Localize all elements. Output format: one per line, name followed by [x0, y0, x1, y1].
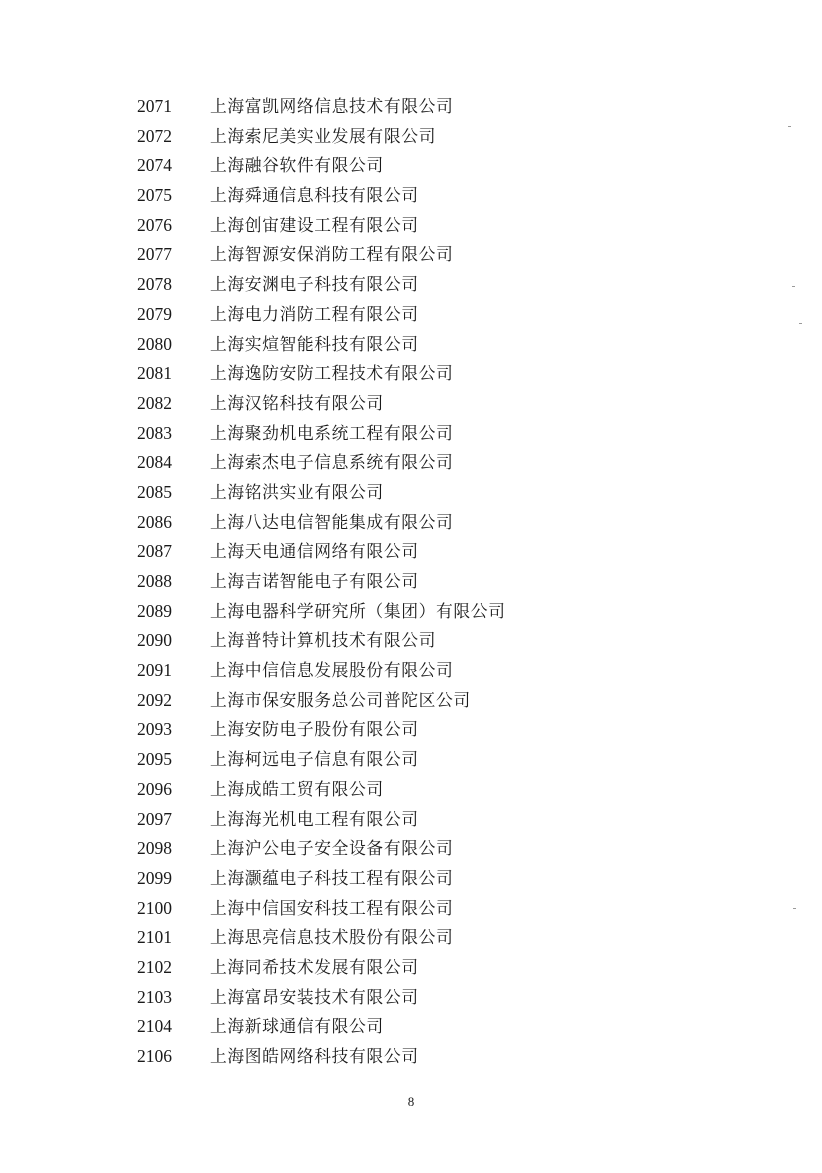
entry-number: 2078	[137, 274, 172, 295]
company-name: 上海铭洪实业有限公司	[210, 481, 384, 502]
list-item	[0, 330, 822, 360]
company-name: 上海市保安服务总公司普陀区公司	[210, 689, 471, 710]
entry-number: 2097	[137, 808, 172, 829]
list-item	[0, 834, 822, 864]
entry-number: 2082	[137, 392, 172, 413]
list-item	[0, 448, 822, 478]
list-item	[0, 923, 822, 953]
entry-number: 2100	[137, 897, 172, 918]
company-list	[0, 92, 822, 1072]
company-name: 上海富凯网络信息技术有限公司	[210, 96, 454, 116]
list-item	[0, 775, 822, 805]
list-item	[0, 597, 822, 627]
company-name: 上海逸防安防工程技术有限公司	[210, 363, 454, 384]
list-item	[0, 686, 822, 716]
company-name: 上海索杰电子信息系统有限公司	[210, 452, 454, 473]
list-item	[0, 864, 822, 894]
list-item	[0, 805, 822, 835]
company-name: 上海普特计算机技术有限公司	[210, 630, 436, 651]
entry-number: 2076	[137, 214, 172, 235]
list-item	[0, 151, 822, 181]
list-item	[0, 894, 822, 924]
company-name: 上海同希技术发展有限公司	[210, 956, 419, 977]
list-item	[0, 1042, 822, 1072]
company-name: 上海索尼美实业发展有限公司	[210, 125, 436, 146]
company-name: 上海舜通信息科技有限公司	[210, 185, 419, 206]
list-item	[0, 92, 822, 122]
company-name: 上海天电通信网络有限公司	[210, 541, 419, 562]
company-name: 上海中信信息发展股份有限公司	[210, 660, 454, 681]
list-item	[0, 240, 822, 270]
company-name: 上海灏蕴电子科技工程有限公司	[210, 867, 454, 888]
scan-speck	[792, 286, 795, 287]
company-name: 上海成皓工贸有限公司	[210, 778, 384, 799]
entry-number: 2099	[137, 867, 172, 888]
list-item	[0, 419, 822, 449]
list-item	[0, 626, 822, 656]
entry-number: 2074	[137, 155, 172, 176]
entry-number: 2101	[137, 927, 172, 948]
company-name: 上海图皓网络科技有限公司	[210, 1046, 419, 1066]
list-item	[0, 537, 822, 567]
entry-number: 2072	[137, 125, 172, 146]
company-name: 上海新球通信有限公司	[210, 1016, 384, 1037]
company-name: 上海创宙建设工程有限公司	[210, 214, 419, 235]
company-name: 上海电力消防工程有限公司	[210, 303, 419, 324]
company-name: 上海电器科学研究所（集团）有限公司	[210, 600, 506, 621]
entry-number: 2103	[137, 986, 172, 1007]
entry-number: 2071	[137, 96, 172, 116]
entry-number: 2102	[137, 956, 172, 977]
list-item	[0, 211, 822, 241]
company-name: 上海实煊智能科技有限公司	[210, 333, 419, 354]
entry-number: 2081	[137, 363, 172, 384]
list-item	[0, 983, 822, 1013]
company-name: 上海海光机电工程有限公司	[210, 808, 419, 829]
company-name: 上海柯远电子信息有限公司	[210, 749, 419, 770]
entry-number: 2091	[137, 660, 172, 681]
list-item	[0, 508, 822, 538]
list-item	[0, 1012, 822, 1042]
list-item	[0, 745, 822, 775]
scan-speck	[799, 323, 802, 324]
entry-number: 2090	[137, 630, 172, 651]
scan-speck	[793, 908, 796, 909]
list-item	[0, 953, 822, 983]
list-item	[0, 270, 822, 300]
company-name: 上海智源安保消防工程有限公司	[210, 244, 454, 265]
entry-number: 2075	[137, 185, 172, 206]
company-name: 上海沪公电子安全设备有限公司	[210, 838, 454, 859]
entry-number: 2077	[137, 244, 172, 265]
company-name: 上海安渊电子科技有限公司	[210, 274, 419, 295]
company-name: 上海中信国安科技工程有限公司	[210, 897, 454, 918]
entry-number: 2083	[137, 422, 172, 443]
entry-number: 2098	[137, 838, 172, 859]
company-name: 上海安防电子股份有限公司	[210, 719, 419, 740]
entry-number: 2093	[137, 719, 172, 740]
company-name: 上海八达电信智能集成有限公司	[210, 511, 454, 532]
company-name: 上海汉铭科技有限公司	[210, 392, 384, 413]
entry-number: 2087	[137, 541, 172, 562]
page-number: 8	[407, 1094, 415, 1109]
entry-number: 2080	[137, 333, 172, 354]
entry-number: 2106	[137, 1046, 172, 1066]
entry-number: 2084	[137, 452, 172, 473]
company-name: 上海聚劲机电系统工程有限公司	[210, 422, 454, 443]
list-item	[0, 478, 822, 508]
company-name: 上海富昂安装技术有限公司	[210, 986, 419, 1007]
company-name: 上海融谷软件有限公司	[210, 155, 384, 176]
list-item	[0, 181, 822, 211]
entry-number: 2089	[137, 600, 172, 621]
list-item	[0, 122, 822, 152]
company-name: 上海吉诺智能电子有限公司	[210, 571, 419, 591]
list-item	[0, 656, 822, 686]
entry-number: 2085	[137, 481, 172, 502]
scan-speck	[788, 126, 791, 127]
entry-number: 2088	[137, 571, 172, 591]
list-item	[0, 300, 822, 330]
list-item	[0, 359, 822, 389]
company-name: 上海思亮信息技术股份有限公司	[210, 927, 454, 948]
entry-number: 2086	[137, 511, 172, 532]
entry-number: 2104	[137, 1016, 172, 1037]
entry-number: 2096	[137, 778, 172, 799]
entry-number: 2092	[137, 689, 172, 710]
list-item	[0, 567, 822, 597]
entry-number: 2095	[137, 749, 172, 770]
list-item	[0, 715, 822, 745]
entry-number: 2079	[137, 303, 172, 324]
list-item	[0, 389, 822, 419]
